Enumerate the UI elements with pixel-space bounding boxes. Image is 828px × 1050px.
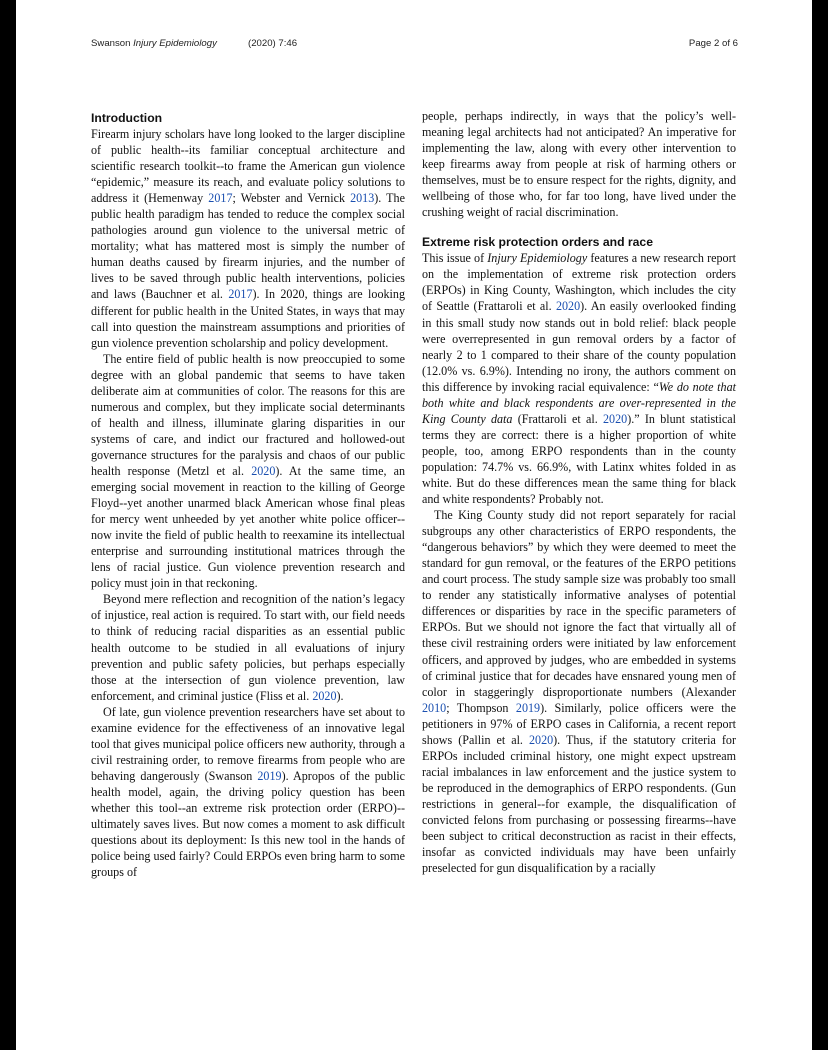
header-volume: (2020) 7:46 <box>248 38 298 49</box>
citation-link[interactable]: 2020 <box>251 463 276 478</box>
citation-link[interactable]: 2019 <box>515 700 541 715</box>
citation-link[interactable]: 2017 <box>228 287 253 302</box>
paragraph: This issue of Injury Epidemiology features a new research report on the implementation of extreme risk protection orders (ERPOs) in King County, Washington, which includes the city of Seattle (Frattaroli et al. 2020). An easily overlooked finding in this small study now stands out in bold relief: black people were overrepresented in gun removal orders by a factor of nearly 2 to 1 compared to their share of the county population (12.0% vs. 6.9%). Intending no irony, the authors comment on this difference by invoking racial equivalence: “We do note that both white and black respondents are over-represented in the King County data (Frattaroli et al. 2020).” In blunt statistical terms they are correct: there is a higher proportion of white people, too, among ERPO respondents than in the county population: 74.7% vs. 66.9%, with Latinx whites folded in as white. But do these differences mean the same thing for black and white respondents? Probably not. <box>422 251 736 507</box>
paragraph: people, perhaps indirectly, in ways that the policy’s well-meaning legal architects had not anticipated? An imperative for implementing the law, along with every other intervention to keep firearms away from people at risk of harming others or themselves, must be to ensure respect for the rights, dignity, and wellbeing of those who, for far too long, have lived under the crushing weight of racial discrimination. <box>422 109 736 220</box>
header-author: Swanson <box>91 38 131 49</box>
section-spacer <box>422 220 736 234</box>
citation-link[interactable]: 2013 <box>350 191 375 206</box>
citation-link[interactable]: 2020 <box>528 732 554 747</box>
citation-link[interactable]: 2019 <box>257 768 282 783</box>
citation-link[interactable]: 2020 <box>603 411 628 426</box>
header-citation <box>91 38 217 49</box>
header-journal: Injury Epidemiology <box>133 38 217 49</box>
citation-link[interactable]: 2020 <box>555 299 581 314</box>
citation-link[interactable]: 2010 <box>422 700 447 715</box>
document-page <box>16 0 812 1050</box>
citation-link[interactable]: 2020 <box>312 688 337 703</box>
paragraph: Firearm injury scholars have long looked to the larger discipline of public health--its familiar conceptual architecture and scientific research toolkit--to frame the American gun violence “epidemic,” measure its reach, and evaluate policy solutions to address it (Hemenway 2017; Webster and Vernick 2013). The public health paradigm has tended to reduce the complex social pathologies around gun violence to the universal metric of mortality; what has mattered most is simply the number of human deaths caused by firearm injuries, and the number of lives to be saved through public health interventions, policies and laws (Bauchner et al. 2017). In 2020, things are looking different for public health in the United States, in ways that may call into question the mainstream assumptions and priorities of gun violence prevention scholarship and policy development. <box>91 127 405 350</box>
left-column <box>91 108 405 880</box>
header-page-number: Page 2 of 6 <box>688 38 738 49</box>
paragraph: Beyond mere reflection and recognition of the nation’s legacy of injustice, real action is required. To start with, our field needs to think of reducing racial disparities as an essential public health outcome to be studied in all evaluations of injury prevention and public safety policies, but perhaps especially those at the intersection of gun violence prevention, law enforcement, and criminal justice (Fliss et al. 2020). <box>91 592 405 703</box>
journal-name: Injury Epidemiology <box>487 251 588 266</box>
paragraph: The entire field of public health is now preoccupied to some degree with an global pandemic that seems to have taken deliberate aim at communities of color. The reasons for this are numerous and complex, but they implicate social determinants of health and illness, illuminate glaring disparities in our systems of care, and indict our fractured and hollowed-out governance structures for the paralysis and chaos of our public health response (Metzl et al. 2020). At the same time, an emerging social movement in reaction to the killing of George Floyd--yet another unarmed black American whose final pleas for mercy went unheeded by yet another white police officer--now invite the field of public health to reexamine its intellectual enterprise and surrounding institutional matrices through the lens of racial justice. Gun violence prevention research and policy must join in that reckoning. <box>91 351 406 591</box>
right-column <box>422 108 736 876</box>
section-heading-introduction: Introduction <box>91 111 163 125</box>
quotation: We do note that both white and black respondents are over-represented in the King County data <box>422 379 736 426</box>
citation-link[interactable]: 2017 <box>208 191 233 206</box>
paragraph: The King County study did not report separately for racial subgroups any other characteristics of ERPO respondents, the “dangerous behaviors” by which they were deemed to meet the standard for gun removal, or the features of the ERPO petitions and court process. The study sample size was probably too small to render any statistically informative analyses of potential differences or disparities by race in the specific parameters of ERPOs. But we should not ignore the fact that virtually all of these civil restraining orders were initiated by law enforcement officers, and approved by judges, who are embedded in systems of criminal justice that for decades have ensnared young men of color in staggeringly disproportionate numbers (Alexander 2010; Thompson 2019). Similarly, police officers were the petitioners in 97% of ERPO cases in California, a recent report shows (Pallin et al. 2020). Thus, if the statutory criteria for ERPOs included criminal history, one might expect upstream racial imbalances in law enforcement and the justice system to be reproduced in the demographics of ERPO respondents. (Gun restrictions in general--for example, the disqualification of convicted felons from purchasing or possessing firearms--have been subject to critical deconstruction as racist in their effects, insofar as convicted individuals may have been unfairly preselected for gun disqualification by a racially <box>422 508 737 876</box>
running-header <box>91 38 738 52</box>
section-heading-erpo-race: Extreme risk protection orders and race <box>422 235 653 250</box>
paragraph: Of late, gun violence prevention researchers have set about to examine evidence for the effectiveness of an innovative legal tool that gives municipal police officers new authority, through a civil restraining order, to remove firearms from people who are behaving dangerously (Swanson 2019). Apropos of the public health model, again, the driving policy question has been whether this tool--an extreme risk protection order (ERPO)--ultimately saves lives. But now comes a moment to ask difficult questions about its deployment: Is this new tool in the hands of police being used fairly? Could ERPOs even bring harm to some groups of <box>91 704 405 880</box>
